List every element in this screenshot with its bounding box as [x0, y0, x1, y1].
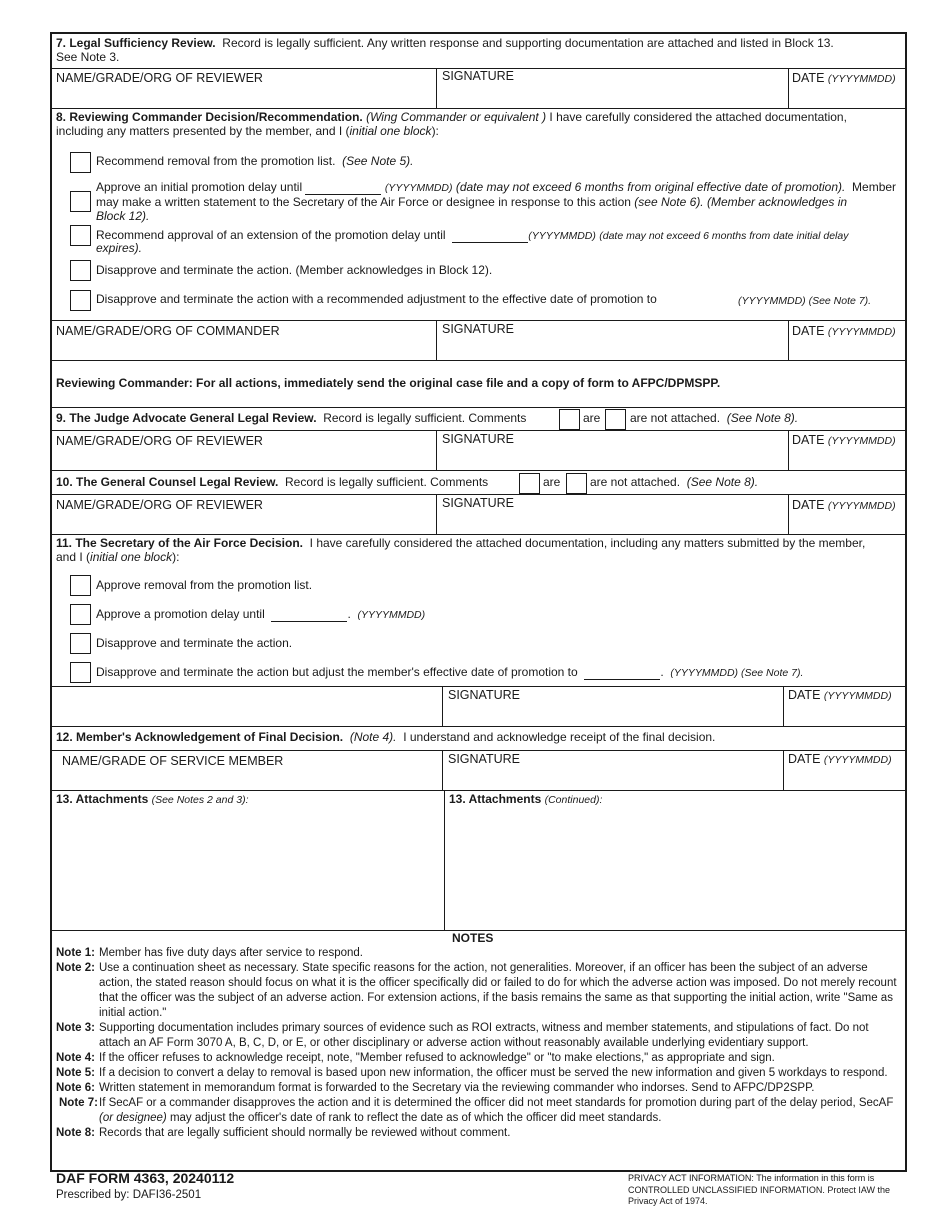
section8-opt2-line3: Block 12). — [96, 209, 150, 223]
prescribed-by: Prescribed by: DAFI36-2501 — [56, 1189, 202, 1201]
section10-text: 10. The General Counsel Legal Review. Record is legally sufficient. Comments — [56, 475, 489, 489]
section7-signature-label: SIGNATURE — [442, 69, 514, 83]
note-item: Note 5: If a decision to convert a delay to removal is based upon new information, the officer must be served the new information and given 5 workdays to respond. — [56, 1067, 888, 1079]
section8-opt1-label: Recommend removal from the promotion list. (See Note 5). — [96, 154, 414, 168]
section11-date-label: DATE (YYYYMMDD) — [788, 688, 892, 702]
note-item: Note 3: Supporting documentation includes primary sources of evidence such as ROI extracts, witness and member statements, and stipulations of fact. Do not attach an AF Form 3070 A, B, C, D, or E, or other disciplinary or adverse action without reasonably available underlying evidentiary support. — [56, 1022, 869, 1049]
section8-opt1-checkbox[interactable] — [70, 152, 91, 173]
section8-name-label: NAME/GRADE/ORG OF COMMANDER — [56, 324, 280, 338]
section8-text2: including any matters presented by the member, and I (initial one block): — [56, 124, 439, 138]
section12-text: 12. Member's Acknowledgement of Final Decision. (Note 4). I understand and acknowledge receipt of the final decision. — [56, 730, 716, 744]
note-item: Note 7: If SecAF or a commander disapproves the action and it is determined the officer did not meet standards for promotion during part of the delay period, SecAF (or designee) may adjust the officer's date of rank to reflect the date as of which the officer did meet standards. — [59, 1097, 894, 1124]
section11-opt4-checkbox[interactable] — [70, 662, 91, 683]
note-item: Note 4: If the officer refuses to acknowledge receipt, note, "Member refused to acknowledge" or "to make elections," as appropriate and sign. — [56, 1052, 775, 1064]
section10-are-checkbox[interactable] — [519, 473, 540, 494]
section7-text2: See Note 3. — [56, 50, 120, 64]
section8-opt3-checkbox[interactable] — [70, 225, 91, 246]
section11-opt4-label: Disapprove and terminate the action but adjust the member's effective date of promotion to . (YYYYMMDD) (See Note 7). — [96, 665, 804, 679]
section7-date-label: DATE (YYYYMMDD) — [792, 71, 896, 85]
section9-are-not-label: are not attached. (See Note 8). — [630, 411, 799, 425]
section13-continued-heading: 13. Attachments (Continued): — [449, 792, 603, 806]
section11-opt2-label: Approve a promotion delay until . (YYYYMMDD) — [96, 607, 426, 621]
section8-text: 8. Reviewing Commander Decision/Recommendation. (Wing Commander or equivalent ) I have carefully considered the attached documentation, — [56, 110, 847, 124]
note-item: Note 8: Records that are legally sufficient should normally be reviewed without comment. — [56, 1127, 511, 1139]
section11-opt1-label: Approve removal from the promotion list. — [96, 578, 313, 592]
section8-opt3-line2: expires). — [96, 241, 143, 255]
section9-are-not-checkbox[interactable] — [605, 409, 626, 430]
section8-opt2-date-blank[interactable] — [305, 180, 381, 195]
section10-are-not-checkbox[interactable] — [566, 473, 587, 494]
section8-opt5-checkbox[interactable] — [70, 290, 91, 311]
section8-date-label: DATE (YYYYMMDD) — [792, 324, 896, 338]
section11-text: 11. The Secretary of the Air Force Decision. I have carefully considered the attached documentation, including any matters submitted by the member, — [56, 536, 866, 550]
section8-opt5-format: (YYYYMMDD) (See Note 7). — [738, 295, 872, 307]
section11-opt1-checkbox[interactable] — [70, 575, 91, 596]
section11-text2: and I (initial one block): — [56, 550, 180, 564]
section10-signature-label: SIGNATURE — [442, 496, 514, 510]
note-item: Note 6: Written statement in memorandum format is forwarded to the Secretary via the reviewing commander who indorses. Send to AFPC/DP2SPP. — [56, 1082, 815, 1094]
section8-opt5-label: Disapprove and terminate the action with a recommended adjustment to the effective date of promotion to — [96, 292, 657, 306]
section12-name-label: NAME/GRADE OF SERVICE MEMBER — [62, 754, 284, 768]
section8-opt2-label: Approve an initial promotion delay until (YYYYMMDD) (date may not exceed 6 months from original effective date of promotion). Member — [96, 180, 897, 194]
section9-date-label: DATE (YYYYMMDD) — [792, 433, 896, 447]
section10-are-not-label: are not attached. (See Note 8). — [590, 475, 759, 489]
section10-name-label: NAME/GRADE/ORG OF REVIEWER — [56, 498, 263, 512]
section11-opt2-checkbox[interactable] — [70, 604, 91, 625]
form-page — [50, 32, 907, 1172]
section8-opt4-label: Disapprove and terminate the action. (Member acknowledges in Block 12). — [96, 263, 493, 277]
section9-are-checkbox[interactable] — [559, 409, 580, 430]
section8-opt3-label: Recommend approval of an extension of the promotion delay until (YYYYMMDD) (date may not exceed 6 months from date initial delay — [96, 228, 849, 242]
section11-opt4-date-blank[interactable] — [584, 665, 660, 680]
section8-opt4-checkbox[interactable] — [70, 260, 91, 281]
section11-signature-label: SIGNATURE — [448, 688, 520, 702]
section8-signature-label: SIGNATURE — [442, 322, 514, 336]
section10-date-label: DATE (YYYYMMDD) — [792, 498, 896, 512]
section8-opt2-checkbox[interactable] — [70, 191, 91, 212]
note-item: Note 2: Use a continuation sheet as necessary. State specific reasons for the action, not generalities. Moreover, if an officer has been the subject of an adverse action, the stated reason should focus on what it is the officer specifically did or failed to do for which the adverse action was imposed. Do not merely recount that the officer was the subject of an adverse action. For extension actions, if the basis remains the same as that supporting the initial action, write "Same as initial action." — [56, 962, 897, 1019]
section7-text: 7. Legal Sufficiency Review. Record is legally sufficient. Any written response and supporting documentation are attached and listed in Block 13. — [56, 36, 834, 50]
section10-are-label: are — [543, 475, 561, 489]
section9-text: 9. The Judge Advocate General Legal Review. Record is legally sufficient. Comments — [56, 411, 527, 425]
note-item: Note 1: Member has five duty days after service to respond. — [56, 947, 363, 959]
section8-opt2-line2: may make a written statement to the Secretary of the Air Force or designee in response to this action (see Note 6). (Member acknowledges in — [96, 195, 848, 209]
section12-date-label: DATE (YYYYMMDD) — [788, 752, 892, 766]
reviewing-commander-note: Reviewing Commander: For all actions, immediately send the original case file and a copy of form to AFPC/DPMSPP. — [56, 376, 721, 390]
notes-list — [56, 946, 899, 1141]
section13-heading: 13. Attachments (See Notes 2 and 3): — [56, 792, 249, 806]
section9-are-label: are — [583, 411, 601, 425]
section9-signature-label: SIGNATURE — [442, 432, 514, 446]
section11-opt3-label: Disapprove and terminate the action. — [96, 636, 293, 650]
section12-signature-label: SIGNATURE — [448, 752, 520, 766]
section8-opt3-date-blank[interactable] — [452, 228, 528, 243]
privacy-act-notice: PRIVACY ACT INFORMATION: The information in this form is CONTROLLED UNCLASSIFIED INFORMATION. Protect IAW the Privacy Act of 1974. — [628, 1173, 891, 1206]
section11-opt3-checkbox[interactable] — [70, 633, 91, 654]
form-title: DAF FORM 4363, 20240112 — [56, 1170, 235, 1186]
section7-name-label: NAME/GRADE/ORG OF REVIEWER — [56, 71, 263, 85]
section9-name-label: NAME/GRADE/ORG OF REVIEWER — [56, 434, 263, 448]
section11-opt2-date-blank[interactable] — [271, 607, 347, 622]
notes-title: NOTES — [452, 931, 494, 945]
